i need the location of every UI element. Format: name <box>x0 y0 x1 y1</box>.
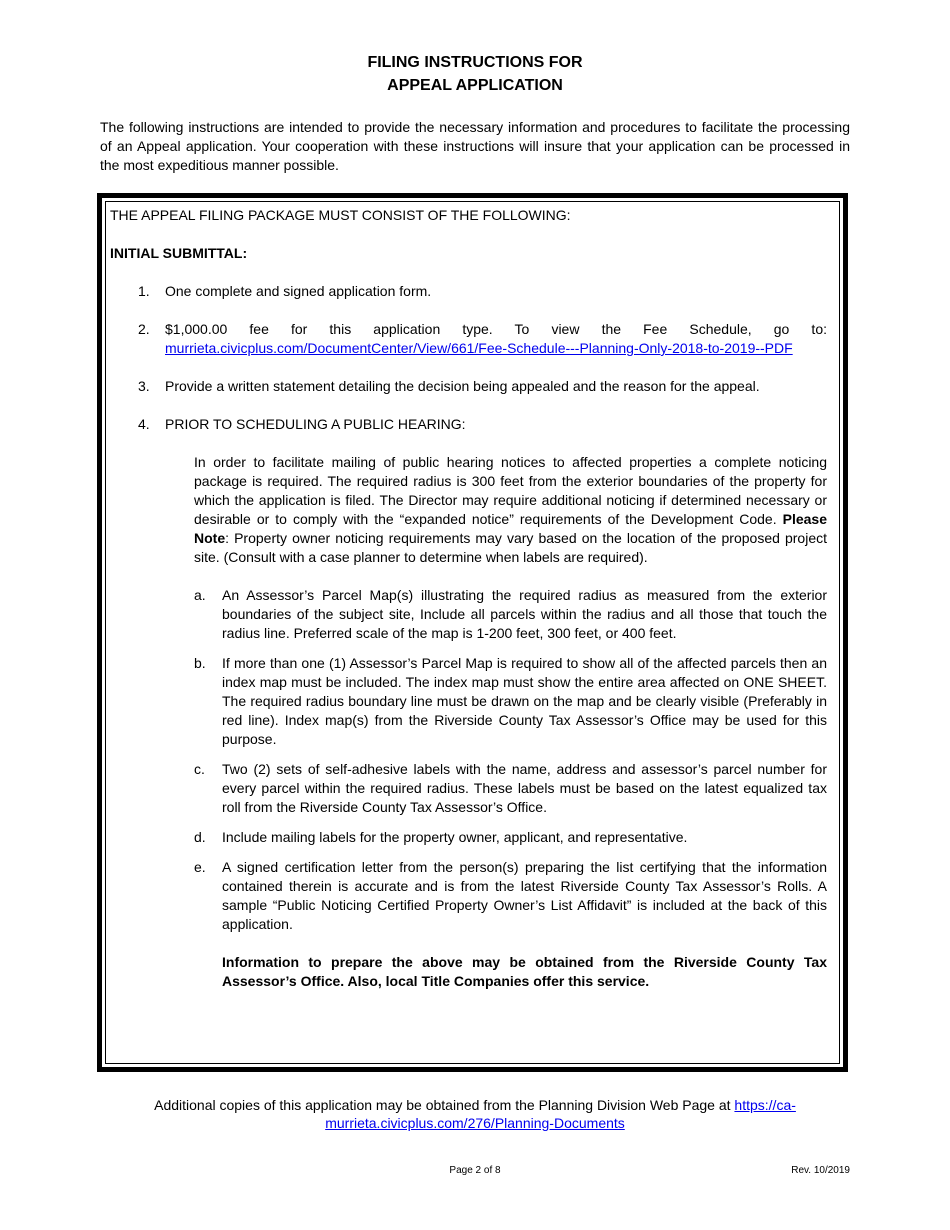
sub-item-letter: b. <box>194 655 206 671</box>
sub-item-c <box>110 760 827 817</box>
intro-paragraph: The following instructions are intended to provide the necessary information and procedures to facilitate the processing of an Appeal application. Your cooperation with these instructions will insure that your application can be processed in the most expeditious manner possible. <box>100 119 850 173</box>
list-item-3 <box>110 377 827 396</box>
revision-date: Rev. 10/2019 <box>791 1165 850 1176</box>
list-item-2 <box>110 320 827 339</box>
list-item-number: 1. <box>138 283 150 299</box>
document-title <box>0 51 950 97</box>
sub-item-letter: a. <box>194 587 206 603</box>
sub-item-text: Two (2) sets of self-adhesive labels with the name, address and assessor’s parcel number for every parcel within the required radius. These labels must be based on the latest equalized tax roll from the Riverside County Tax Assessor’s Office. <box>222 761 827 815</box>
fee-schedule-link[interactable]: murrieta.civicplus.com/DocumentCenter/View/661/Fee-Schedule---Planning-Only-2018-to-2019--PDF <box>165 340 793 356</box>
list-item-number: 3. <box>138 378 150 394</box>
please-note-text: : Property owner noticing requirements may vary based on the location of the proposed project site. (Consult with a case planner to determine when labels are required). <box>194 530 827 565</box>
sub-item-text: An Assessor’s Parcel Map(s) illustrating the required radius as measured from the exterior boundaries of the subject site, Include all parcels within the radius and all those that touch the radius line. Preferred scale of the map is 1-200 feet, 300 feet, or 400 feet. <box>222 587 827 641</box>
list-item-number: 4. <box>138 416 150 432</box>
box-heading: THE APPEAL FILING PACKAGE MUST CONSIST OF THE FOLLOWING: <box>110 207 571 223</box>
box-content <box>110 204 827 991</box>
list-item-text: $1,000.00 fee for this application type. To view the Fee Schedule, go to: <box>165 321 827 337</box>
fee-schedule-link-row <box>110 339 827 358</box>
footer-note <box>100 1096 850 1132</box>
list-item-4 <box>110 415 827 434</box>
info-note: Information to prepare the above may be obtained from the Riverside County Tax Assessor’s Office. Also, local Title Companies offer this service. <box>222 954 827 989</box>
please-note-label: Please Note <box>194 511 827 546</box>
title-line-1: FILING INSTRUCTIONS FOR <box>367 54 583 71</box>
page-number: Page 2 of 8 <box>449 1165 501 1176</box>
sub-item-text: If more than one (1) Assessor’s Parcel Map is required to show all of the affected parcels then an index map must be included. The index map must show the entire area affected on ONE SHEET. The required radius boundary line must be drawn on the map and be clearly visible (Preferably in red line). Index map(s) from the Riverside County Tax Assessor’s Office may be used for this purpose. <box>222 655 827 747</box>
sub-item-e <box>110 858 827 934</box>
noticing-paragraph <box>194 453 827 567</box>
title-line-2: APPEAL APPLICATION <box>387 77 563 94</box>
sub-item-text: A signed certification letter from the person(s) preparing the list certifying that the information contained therein is accurate and is from the latest Riverside County Tax Assessor’s Rolls. A sample “Public Noticing Certified Property Owner’s List Affidavit” is included at the back of this application. <box>222 859 827 932</box>
footer-text: Additional copies of this application may be obtained from the Planning Division Web Page at <box>154 1097 735 1113</box>
initial-submittal-heading: INITIAL SUBMITTAL: <box>110 245 248 261</box>
sub-item-letter: e. <box>194 859 206 875</box>
planning-documents-link[interactable]: https://ca-murrieta.civicplus.com/276/Planning-Documents <box>325 1097 796 1131</box>
list-item-number: 2. <box>138 321 150 337</box>
sub-item-letter: c. <box>194 761 205 777</box>
list-item-1 <box>110 282 827 301</box>
sub-item-b <box>110 654 827 749</box>
sub-item-a <box>110 586 827 643</box>
noticing-text: In order to facilitate mailing of public hearing notices to affected properties a complete noticing package is required. The required radius is 300 feet from the exterior boundaries of the property for which the application is filed. The Director may require additional noticing if determined necessary or desirable or to comply with the “expanded notice” requirements of the Development Code. <box>194 454 827 527</box>
sub-item-letter: d. <box>194 829 206 845</box>
sub-item-d <box>110 828 827 847</box>
sub-item-text: Include mailing labels for the property owner, applicant, and representative. <box>222 829 688 845</box>
list-item-text: PRIOR TO SCHEDULING A PUBLIC HEARING: <box>165 416 466 432</box>
list-item-text: One complete and signed application form. <box>165 283 432 299</box>
list-item-text: Provide a written statement detailing the decision being appealed and the reason for the appeal. <box>165 378 760 394</box>
filing-package-box <box>97 193 848 1072</box>
